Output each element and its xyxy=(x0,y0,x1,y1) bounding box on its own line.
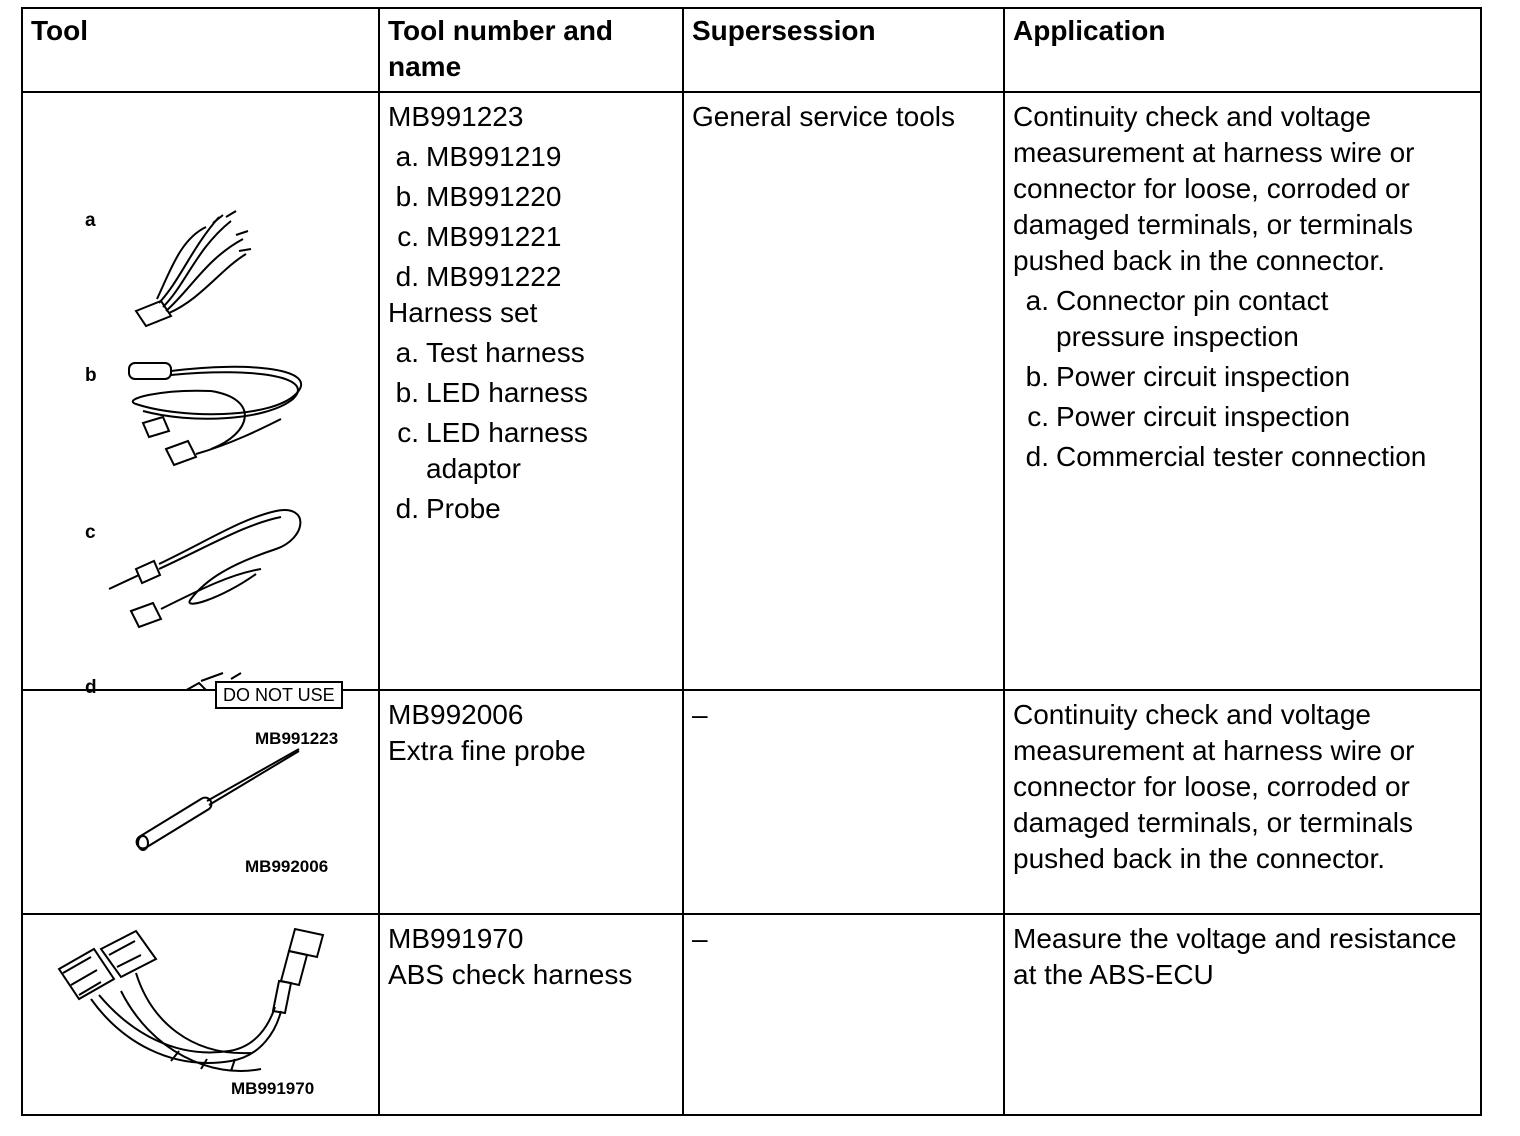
supersession-cell: – xyxy=(683,914,1004,1115)
tool-number-cell xyxy=(379,690,683,914)
supersession-cell: General service tools xyxy=(683,92,1004,690)
item-value: MB991219 xyxy=(426,141,562,172)
item-key: b. xyxy=(395,377,419,408)
sub-number-item xyxy=(388,179,674,215)
abs-check-harness-drawing xyxy=(31,921,388,1114)
item-value: Commercial tester connection xyxy=(1056,441,1427,472)
header-application: Application xyxy=(1004,8,1481,92)
tool-caption: MB992006 xyxy=(245,857,329,876)
table-row xyxy=(22,92,1481,690)
sub-number-item xyxy=(388,139,674,175)
item-value: Test harness xyxy=(426,337,585,368)
header-tool: Tool xyxy=(22,8,379,92)
sub-name-item xyxy=(388,335,674,371)
sub-number-item xyxy=(388,219,674,255)
sub-name-item xyxy=(388,491,674,527)
special-tools-table xyxy=(21,7,1482,1116)
item-key: b. xyxy=(395,181,419,212)
item-key: d. xyxy=(1025,441,1049,472)
tool-caption: MB991970 xyxy=(231,1079,315,1098)
tool-name: Extra fine probe xyxy=(388,735,586,766)
sub-name-item xyxy=(388,415,674,487)
tool-caption: MB991223 xyxy=(255,729,339,748)
item-value: Power circuit inspection xyxy=(1056,361,1351,392)
tool-name: ABS check harness xyxy=(388,959,633,990)
tool-illustration-mb992006 xyxy=(22,690,379,914)
item-value: MB991221 xyxy=(426,221,562,252)
label-c: c xyxy=(85,522,96,543)
tool-number-cell xyxy=(379,914,683,1115)
do-not-use-note: DO NOT USE xyxy=(215,681,343,709)
extra-fine-probe-drawing xyxy=(31,697,388,913)
supersession-cell: – xyxy=(683,690,1004,914)
table-row xyxy=(22,690,1481,914)
item-key: c. xyxy=(397,221,419,252)
item-value: MB991222 xyxy=(426,261,562,292)
sub-name-item xyxy=(388,375,674,411)
tool-name: Harness set xyxy=(388,297,538,328)
application-cell: Measure the voltage and resistance at the ABS-ECU xyxy=(1004,914,1481,1115)
item-key: d. xyxy=(395,493,419,524)
application-item xyxy=(1013,399,1472,435)
tool-illustration-mb991970 xyxy=(22,914,379,1115)
item-key: b. xyxy=(1025,361,1049,392)
application-cell xyxy=(1004,92,1481,690)
harness-set-drawing xyxy=(31,99,388,689)
label-d: d xyxy=(85,677,97,698)
tool-number: MB991970 xyxy=(388,923,524,954)
item-key: c. xyxy=(397,417,419,448)
header-row xyxy=(22,8,1481,92)
item-key: a. xyxy=(395,337,419,368)
header-supersession: Supersession xyxy=(683,8,1004,92)
item-key: d. xyxy=(395,261,419,292)
application-item xyxy=(1013,283,1472,355)
item-value: LED harness adaptor xyxy=(426,417,588,484)
application-item xyxy=(1013,359,1472,395)
header-tool-number: Tool number and name xyxy=(379,8,683,92)
label-b: b xyxy=(85,365,97,386)
item-key: a. xyxy=(1025,285,1049,316)
sub-number-item xyxy=(388,259,674,295)
item-key: a. xyxy=(395,141,419,172)
item-value: Connector pin contact pressure inspection xyxy=(1056,285,1329,352)
application-cell: Continuity check and voltage measurement at harness wire or connector for loose, corroded or damaged terminals, or terminals pushed back in the connector. xyxy=(1004,690,1481,914)
tool-illustration-mb991223 xyxy=(22,92,379,748)
item-value: MB991220 xyxy=(426,181,562,212)
tool-number-cell xyxy=(379,92,683,690)
application-item xyxy=(1013,439,1472,475)
item-key: c. xyxy=(1027,401,1049,432)
item-value: Probe xyxy=(426,493,501,524)
item-value: LED harness xyxy=(426,377,588,408)
label-a: a xyxy=(85,210,96,231)
tool-number: MB991223 xyxy=(388,101,524,132)
item-value: Power circuit inspection xyxy=(1056,401,1351,432)
application-text: Continuity check and voltage measurement at harness wire or connector for loose, corroded or damaged terminals, or terminals pushed back in the connector. xyxy=(1013,101,1415,276)
table-row xyxy=(22,914,1481,1115)
tool-number: MB992006 xyxy=(388,699,524,730)
